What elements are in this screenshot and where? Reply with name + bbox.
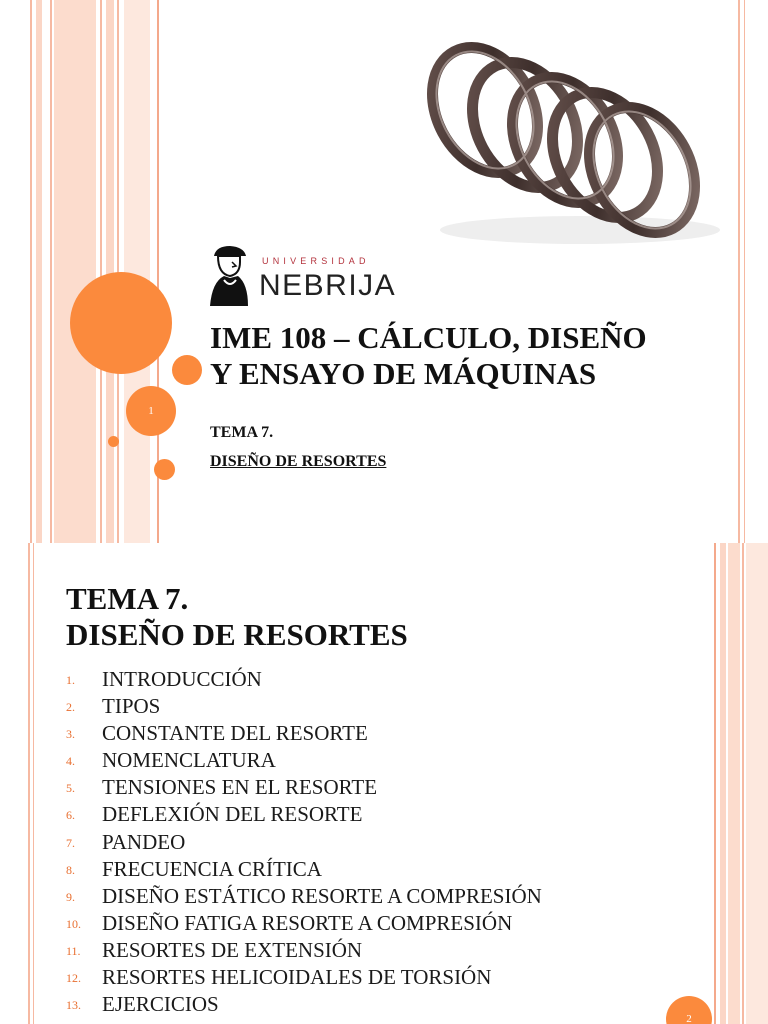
list-item-text: DEFLEXIÓN DEL RESORTE: [102, 802, 363, 827]
decor-stripe: [728, 543, 740, 1024]
course-title-line2: Y ENSAYO DE MÁQUINAS: [210, 356, 597, 391]
list-item-number: 1.: [66, 673, 75, 687]
decor-stripe: [714, 543, 716, 1024]
list-item-number: 3.: [66, 727, 75, 742]
list-item-text: RESORTES HELICOIDALES DE TORSIÓN: [102, 965, 492, 990]
decor-stripe: [100, 0, 102, 543]
decor-stripe: [720, 543, 726, 1024]
decor-stripe: [50, 0, 52, 543]
decor-stripe: [36, 0, 42, 543]
decor-stripe: [738, 0, 740, 543]
list-item-text: INTRODUCCIÓN: [102, 667, 262, 691]
list-item-text: DISEÑO FATIGA RESORTE A COMPRESIÓN: [102, 910, 513, 935]
slide-heading: [66, 581, 408, 653]
decor-stripe: [28, 543, 30, 1024]
list-item-text: CONSTANTE DEL RESORTE: [102, 721, 368, 746]
list-item-number: 6.: [66, 808, 75, 823]
list-item-text: NOMENCLATURA: [102, 748, 276, 773]
decor-circle: [154, 459, 175, 480]
topic-name: DISEÑO DE RESORTES: [210, 453, 387, 470]
slide-heading-line1: TEMA 7.: [66, 581, 189, 616]
list-item-text: PANDEO: [102, 829, 186, 854]
list-item-number: 5.: [66, 781, 75, 796]
logo-university-text: UNIVERSIDAD: [262, 256, 370, 266]
decor-circle-large: [70, 272, 172, 374]
list-item-number: 7.: [66, 835, 75, 850]
decor-stripe: [106, 0, 114, 543]
page-number-badge: 1: [126, 386, 176, 436]
list-item-number: 2.: [66, 700, 75, 715]
nebrija-portrait-icon: [202, 242, 254, 308]
page-number-badge: 2: [666, 996, 712, 1024]
list-item-text: TIPOS: [102, 694, 161, 719]
list-item-text: EJERCICIOS: [102, 992, 219, 1017]
list-item-number: 9.: [66, 889, 75, 904]
decor-circle-small: [108, 436, 119, 447]
decor-stripe: [30, 0, 32, 543]
list-item-text: DISEÑO ESTÁTICO RESORTE A COMPRESIÓN: [102, 883, 542, 908]
topic-label: TEMA 7.: [210, 424, 274, 441]
university-logo: [198, 240, 398, 310]
list-item-number: 4.: [66, 754, 75, 769]
course-title: [210, 320, 730, 392]
list-item-number: 10.: [66, 916, 81, 931]
list-item-text: TENSIONES EN EL RESORTE: [102, 775, 378, 800]
contents-slide: [0, 543, 768, 1024]
list-item-number: 8.: [66, 862, 75, 877]
course-title-line1: IME 108 – CÁLCULO, DISEÑO: [210, 320, 647, 355]
decor-stripe: [746, 543, 768, 1024]
decor-circle: [172, 355, 202, 385]
list-item-number: 11.: [66, 943, 81, 958]
list-item-text: FRECUENCIA CRÍTICA: [102, 856, 322, 881]
spring-image: [410, 20, 730, 250]
decor-stripe: [742, 543, 744, 1024]
logo-nebrija-text: NEBRIJA: [259, 269, 397, 302]
decor-stripe: [744, 0, 745, 543]
list-item-text: RESORTES DE EXTENSIÓN: [102, 937, 363, 962]
decor-stripe: [54, 0, 96, 543]
decor-stripe: [33, 543, 34, 1024]
list-item-number: 12.: [66, 971, 81, 986]
slide-heading-line2: DISEÑO DE RESORTES: [66, 617, 408, 652]
list-item-number: 13.: [66, 998, 81, 1013]
